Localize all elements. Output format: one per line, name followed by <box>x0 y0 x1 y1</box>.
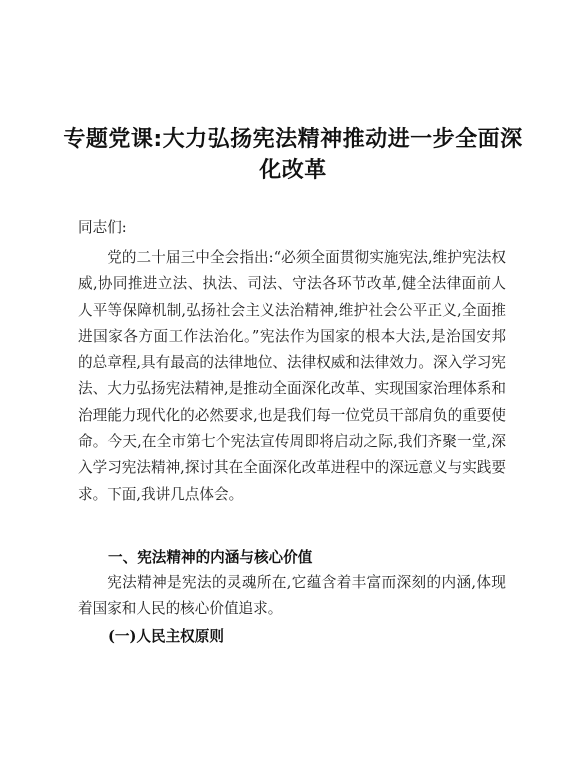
salutation: 同志们: <box>78 219 127 236</box>
subsection-heading-1: (一)人民主权原则 <box>108 628 224 645</box>
body-paragraph-intro: 党的二十届三中全会指出:“必须全面贯彻实施宪法,维护宪法权威,协同推进立法、执法、司法、守法各环节改革,健全法律面前人人平等保障机制,弘扬社会主义法治精神,维护社会公平正义,全面推进国家各方面工作法治化。”宪法作为国家的根本大法,是治国安邦的总章程,具有最高的法律地位、法律权威和法律效力。深入学习宪法、大力弘扬宪法精神,是推动全面深化改革、实现国家治理体系和治理能力现代化的必然要求,也是我们每一位党员干部肩负的重要使命。今天,在全市第七个宪法宣传周即将启动之际,我们齐聚一堂,深入学习宪法精神,探讨其在全面深化改革进程中的深远意义与实践要求。下面,我讲几点体会。 <box>78 249 506 503</box>
section-heading-1: 一、宪法精神的内涵与核心价值 <box>108 549 313 566</box>
body-paragraph-section-1: 宪法精神是宪法的灵魂所在,它蕴含着丰富而深刻的内涵,体现着国家和人民的核心价值追求。 <box>78 574 506 618</box>
document-title: 专题党课:大力弘扬宪法精神推动进一步全面深化改革 <box>63 127 523 183</box>
